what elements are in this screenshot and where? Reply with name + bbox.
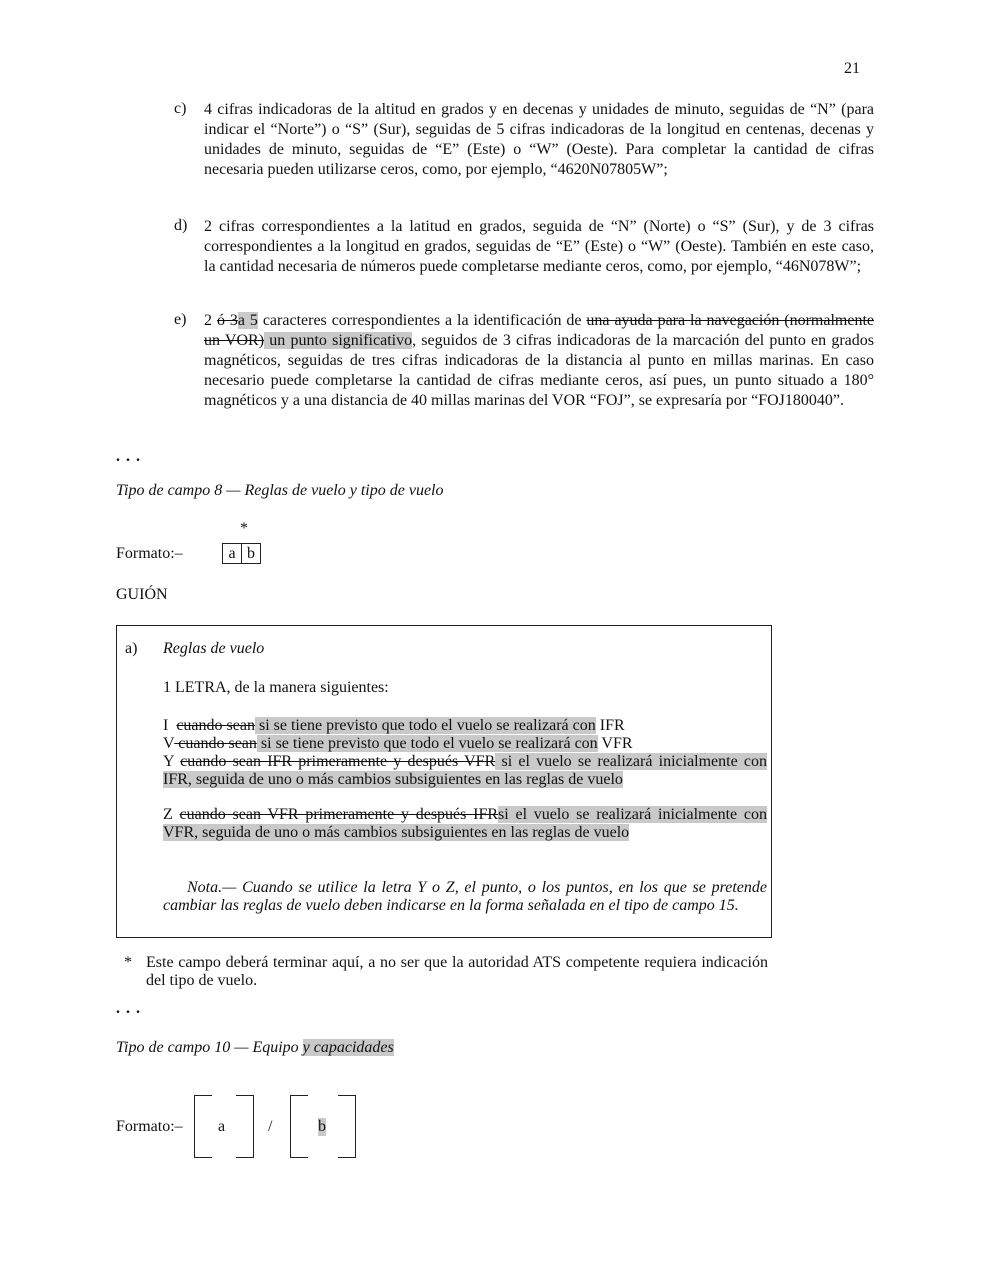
rule-letter: V [163,735,175,752]
text-run: VFR [597,735,633,752]
box-note: Nota.— Cuando se utilice la letra Y o Z, el punto, o los puntos, en los que se pretende cambiar las reglas de vuelo deben indicarse en la forma señalada en el tipo de campo 15. [163,879,767,914]
page-number: 21 [844,60,860,77]
list-label: c) [174,100,187,117]
format-slash: / [268,1118,273,1135]
ellipsis: . . . [116,1000,141,1017]
box-intro: 1 LETRA, de la manera siguientes: [163,679,389,696]
format-bracket-b [290,1095,356,1159]
format-cell-a: a [228,545,236,562]
deleted-text: una ayuda para la navegación (normalmente un VOR) [204,312,875,349]
inserted-text: si se tiene previsto que todo el vuelo se realizará con [256,735,598,752]
field8-heading: Tipo de campo 8 — Reglas de vuelo y tipo de vuelo [116,482,444,499]
footnote-text: Este campo deberá terminar aquí, a no ser que la autoridad ATS competente requiera indicación del tipo de vuelo. [146,954,768,989]
deleted-text: cuando sean [174,735,257,752]
list-item-e [174,311,874,411]
asterisk-mark: * [240,520,248,537]
flight-rules-box [116,625,772,938]
deleted-text: cuando sean VFR primeramente y después IFR [179,806,499,823]
format-cell-a: a [218,1118,226,1135]
deleted-text: cuando sean [176,717,255,734]
deleted-text: cuando sean IFR primeramente y después VFR [180,753,496,770]
footnote-mark: * [124,954,132,971]
text-run: , seguidos de 3 cifras indicadoras de la marcación del punto en grados magnéticos, seguidas de tres cifras indicadoras de la distancia al punto en millas marinas. En caso necesario puede completarse la cantidad de cifras mediante ceros, así pues, un punto situado a 180° magnéticos y a una distancia de 40 millas marinas del VOR “FOJ”, se expresaría por “FOJ180040”. [204,332,874,409]
list-label: e) [174,311,187,328]
list-item-d [174,217,874,277]
box-title: Reglas de vuelo [163,640,265,657]
list-text: 4 cifras indicadoras de la altitud en grados y en decenas y unidades de minuto, seguidas de “N” (para indicar el “Norte”) o “S” (Sur), seguidas de 5 cifras indicadoras de la longitud en centenas, decenas y unidades de minuto, seguidas de “E” (Este) o “W” (Oeste). Para completar la cantidad de cifras necesaria pueden utilizarse ceros, como, por ejemplo, “4620N07805W”; [204,101,874,178]
format-box [222,543,261,564]
format-bracket-a [194,1095,254,1159]
text-run: 2 [204,312,217,329]
text-run: IFR [595,717,625,734]
field10-heading [116,1039,394,1057]
box-label: a) [125,640,138,657]
text-run: Tipo de campo 10 — Equipo [116,1039,303,1056]
list-text: 2 cifras correspondientes a la latitud en grados, seguida de “N” (Norte) o “S” (Sur), y de 3 cifras correspondientes a la longitud en grados, seguidas de “E” (Este) o “W” (Oeste). También en este caso, la cantidad necesaria de números puede completarse mediante ceros, como, por ejemplo, “46N078W”; [204,218,874,275]
rule-y [163,753,767,789]
guion-heading: GUIÓN [116,586,168,603]
rule-letter: Y [163,753,181,770]
list-label: d) [174,217,188,234]
inserted-text: un punto significativo [264,332,413,349]
rule-letter: I [163,717,169,734]
text-run: caracteres correspondientes a la identificación de [257,312,587,329]
inserted-text: si el vuelo se realizará inicialmente con VFR, seguida de uno o más cambios subsiguientes en las reglas de vuelo [163,806,767,841]
format-label: Formato:– [116,545,183,562]
list-text [204,311,874,411]
ellipsis: . . . [116,448,141,465]
format-cell-b: b [318,1118,326,1135]
rule-letter: Z [163,806,180,823]
deleted-text: ó 3 [216,312,238,329]
inserted-text: a 5 [237,312,258,329]
inserted-text: y capacidades [302,1039,394,1056]
format-label: Formato:– [116,1118,183,1135]
inserted-text: si el vuelo se realizará inicialmente con IFR, seguida de uno o más cambios subsiguientes en las reglas de vuelo [163,753,768,788]
list-item-c [174,100,874,180]
inserted-text: si se tiene previsto que todo el vuelo se realizará con [254,717,596,734]
format-cell-b: b [241,544,260,563]
rule-i [163,717,767,735]
rule-z [163,806,767,842]
rule-v [163,735,767,753]
